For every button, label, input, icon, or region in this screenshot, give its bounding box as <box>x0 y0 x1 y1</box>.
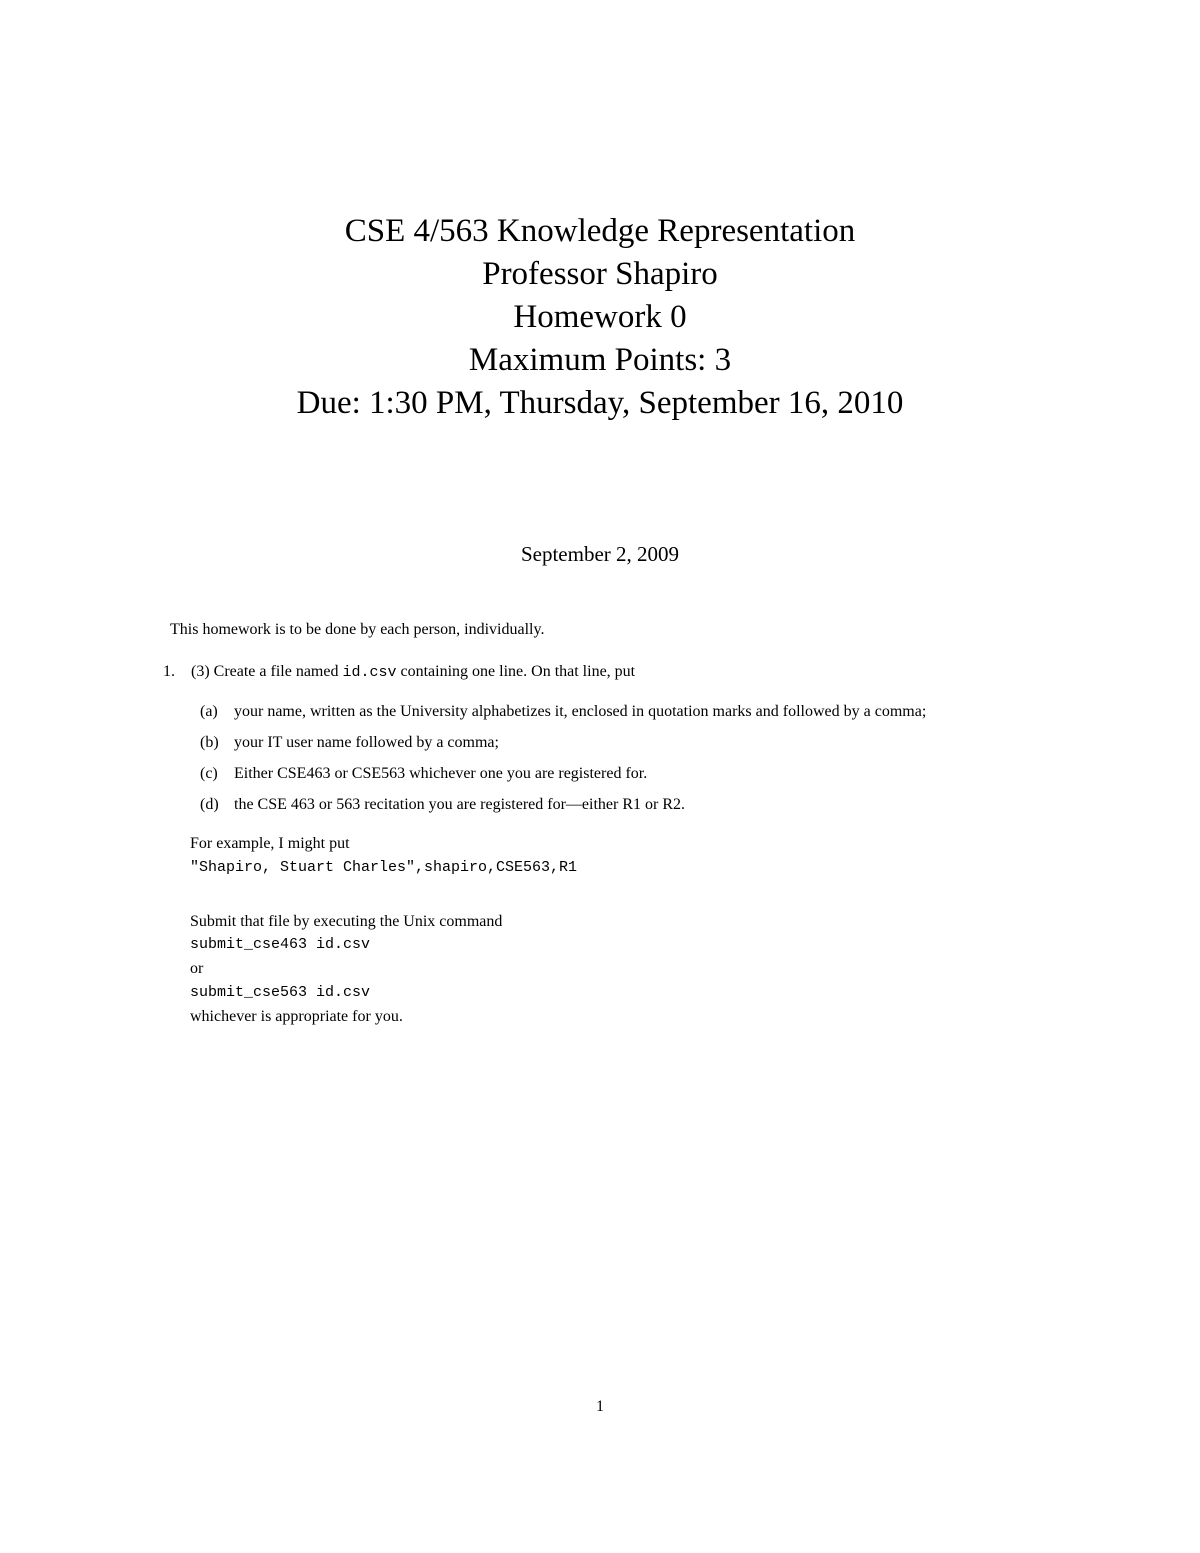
course-title: CSE 4/563 Knowledge Representation <box>344 213 856 249</box>
title-block <box>0 210 1200 425</box>
problem-filename: id.csv <box>342 664 397 681</box>
professor-name: Professor Shapiro <box>482 256 718 292</box>
intro-paragraph: This homework is to be done by each person, individually. <box>170 621 545 638</box>
or-text: or <box>190 960 204 977</box>
problem-text-before: (3) Create a file named <box>191 663 343 680</box>
problem-1-header <box>163 661 635 684</box>
list-item-label: (b) <box>200 734 219 751</box>
list-item-label: (c) <box>200 765 218 782</box>
list-item-label: (d) <box>200 796 219 813</box>
list-item-text: your IT user name followed by a comma; <box>234 734 499 751</box>
list-item-text: the CSE 463 or 563 recitation you are registered for—either R1 or R2. <box>234 796 685 813</box>
problem-number: 1. <box>163 663 175 680</box>
example-intro: For example, I might put <box>190 835 350 852</box>
problem-text-after: containing one line. On that line, put <box>396 663 636 680</box>
example-line: "Shapiro, Stuart Charles",shapiro,CSE563,R1 <box>190 859 578 876</box>
submit-command-463: submit_cse463 id.csv <box>190 936 371 953</box>
list-item-b <box>200 732 499 754</box>
list-item-d <box>200 794 685 816</box>
assignment-title: Homework 0 <box>513 299 687 335</box>
list-item-a <box>200 701 926 723</box>
list-item-text: Either CSE463 or CSE563 whichever one you are registered for. <box>234 765 648 782</box>
page-number: 1 <box>596 1398 604 1415</box>
list-item-c <box>200 763 647 785</box>
submit-intro: Submit that file by executing the Unix command <box>190 913 503 930</box>
submit-command-563: submit_cse563 id.csv <box>190 984 371 1001</box>
due-date: Due: 1:30 PM, Thursday, September 16, 2010 <box>296 385 904 421</box>
closing-text: whichever is appropriate for you. <box>190 1008 403 1025</box>
list-item-text: your name, written as the University alphabetizes it, enclosed in quotation marks and followed by a comma; <box>234 703 927 720</box>
max-points: Maximum Points: 3 <box>468 342 732 378</box>
document-date: September 2, 2009 <box>520 542 680 566</box>
list-item-label: (a) <box>200 703 218 720</box>
